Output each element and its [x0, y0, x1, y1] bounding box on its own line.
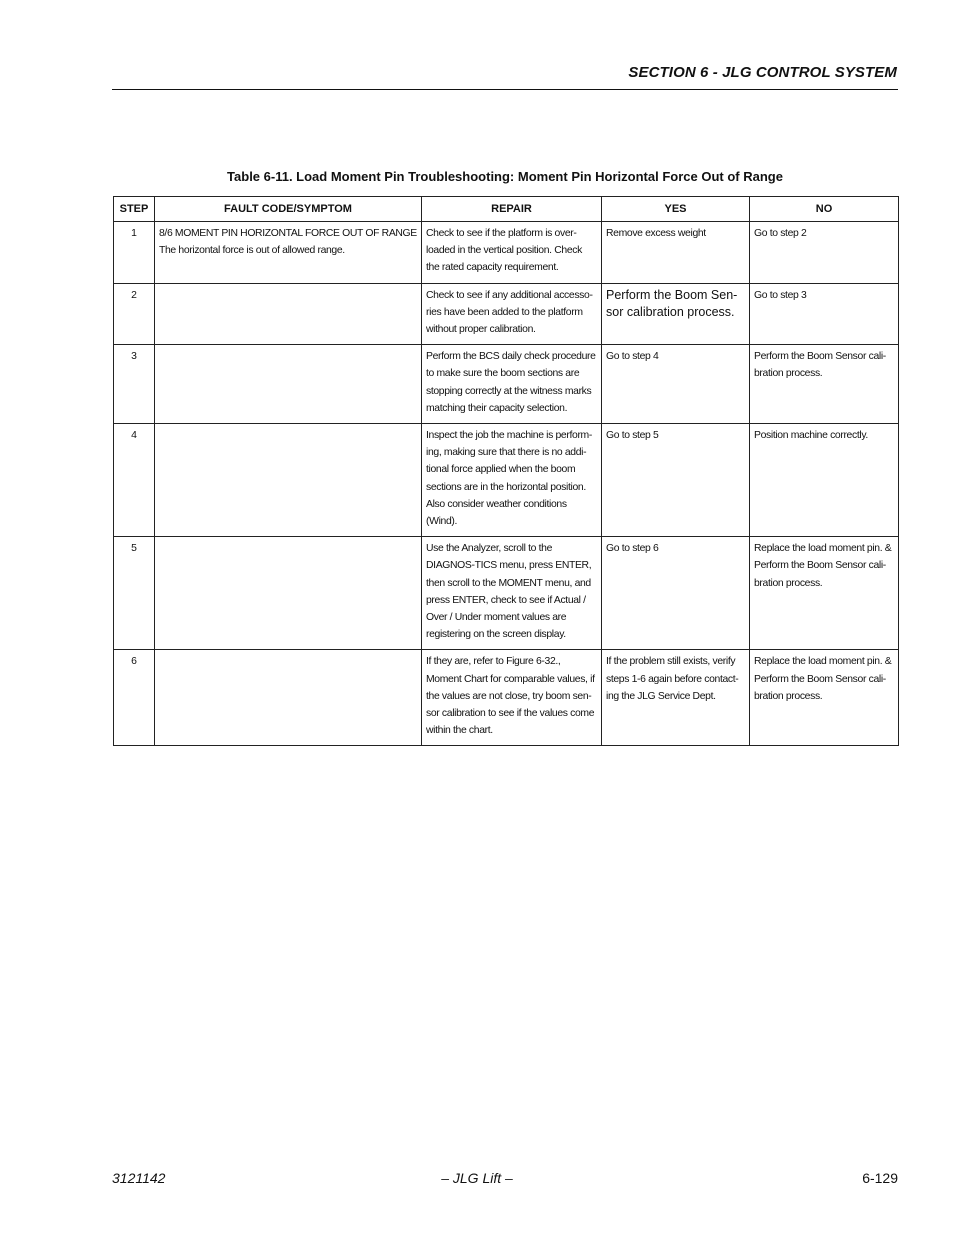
table-row [114, 345, 899, 424]
symptom-cell [155, 345, 422, 424]
yes-cell: Go to step 5 [602, 424, 750, 537]
no-cell: Replace the load moment pin. & Perform the Boom Sensor cali-bration process. [750, 537, 899, 650]
repair-cell: Inspect the job the machine is perform-ing, making sure that there is no addi-tional force applied when the boom sections are in the horizontal position. Also consider weather conditions (Wind). [422, 424, 602, 537]
column-header-fault-code: FAULT CODE/SYMPTOM [155, 197, 422, 222]
step-cell: 5 [114, 537, 155, 650]
yes-cell: If the problem still exists, verify steps 1-6 again before contact-ing the JLG Service Dept. [602, 650, 750, 746]
yes-cell: Go to step 6 [602, 537, 750, 650]
yes-cell: Remove excess weight [602, 222, 750, 284]
no-cell: Replace the load moment pin. & Perform the Boom Sensor cali-bration process. [750, 650, 899, 746]
troubleshooting-table [113, 196, 899, 746]
repair-cell: If they are, refer to Figure 6-32., Moment Chart for comparable values, if the values are not close, try boom sen-sor calibration to see if the values come within the chart. [422, 650, 602, 746]
symptom-cell [155, 537, 422, 650]
table-row [114, 650, 899, 746]
no-cell: Perform the Boom Sensor cali-bration process. [750, 345, 899, 424]
column-header-step: STEP [114, 197, 155, 222]
symptom-cell: 8/6 MOMENT PIN HORIZONTAL FORCE OUT OF RANGE The horizontal force is out of allowed range. [155, 222, 422, 284]
column-header-no: NO [750, 197, 899, 222]
section-title: SECTION 6 - JLG CONTROL SYSTEM [628, 64, 897, 81]
symptom-cell [155, 650, 422, 746]
table-row [114, 537, 899, 650]
table-caption: Table 6-11. Load Moment Pin Troubleshooting: Moment Pin Horizontal Force Out of Range [227, 169, 783, 184]
yes-cell: Go to step 4 [602, 345, 750, 424]
no-cell: Position machine correctly. [750, 424, 899, 537]
step-cell: 4 [114, 424, 155, 537]
no-cell: Go to step 3 [750, 283, 899, 345]
column-header-repair: REPAIR [422, 197, 602, 222]
repair-cell: Use the Analyzer, scroll to the DIAGNOS-TICS menu, press ENTER, then scroll to the MOMENT menu, and press ENTER, check to see if Actual / Over / Under moment values are registering on the screen display. [422, 537, 602, 650]
step-cell: 3 [114, 345, 155, 424]
repair-cell: Perform the BCS daily check procedure to make sure the boom sections are stopping correctly at the witness marks matching their capacity selection. [422, 345, 602, 424]
symptom-cell [155, 283, 422, 345]
symptom-cell [155, 424, 422, 537]
yes-cell: Perform the Boom Sen-sor calibration process. [602, 283, 750, 345]
publisher-label: – JLG Lift – [441, 1170, 513, 1186]
page-number: 6-129 [862, 1170, 898, 1186]
document-number: 3121142 [112, 1170, 166, 1186]
repair-cell: Check to see if any additional accesso-ries have been added to the platform without proper calibration. [422, 283, 602, 345]
table-row [114, 424, 899, 537]
header-rule [112, 89, 898, 90]
table-row [114, 283, 899, 345]
table-row [114, 222, 899, 284]
no-cell: Go to step 2 [750, 222, 899, 284]
repair-cell: Check to see if the platform is over-loaded in the vertical position. Check the rated capacity requirement. [422, 222, 602, 284]
step-cell: 2 [114, 283, 155, 345]
table-header-row [114, 197, 899, 222]
column-header-yes: YES [602, 197, 750, 222]
step-cell: 6 [114, 650, 155, 746]
step-cell: 1 [114, 222, 155, 284]
